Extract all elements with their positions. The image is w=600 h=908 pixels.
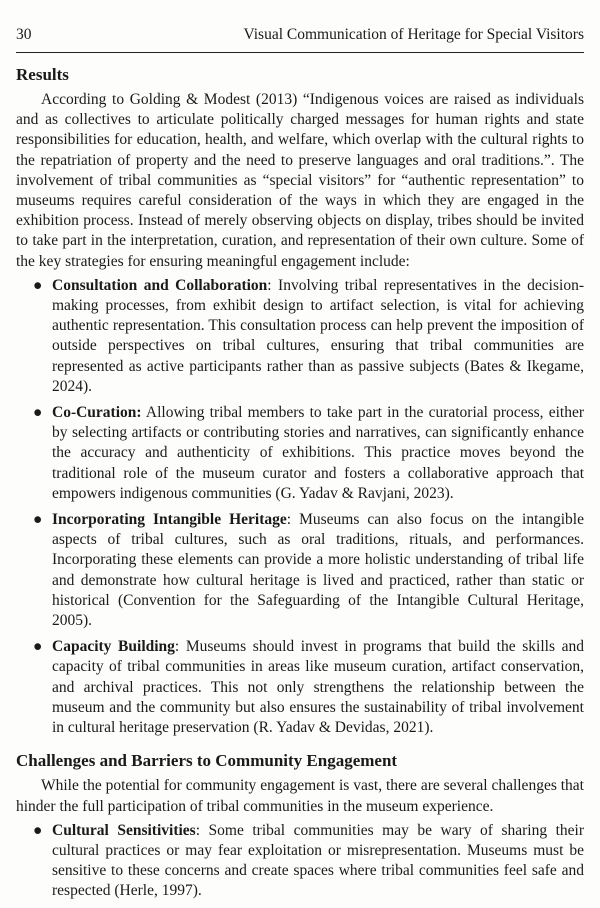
challenge-list: [16, 821, 584, 902]
bullet-term: Co-Curation:: [52, 404, 142, 422]
bullet-term: Consultation and Collaboration: [52, 276, 268, 294]
bullet-term: Cultural Sensitivities: [52, 821, 196, 839]
bullet-icon: ●: [33, 404, 43, 422]
bullet-icon: ●: [33, 638, 43, 656]
challenges-paragraph: While the potential for community engagement is vast, there are several challenges that hinder the full participation of tribal communities in the museum experience.: [16, 777, 584, 815]
list-item: [16, 510, 584, 631]
page-number: 30: [16, 26, 32, 43]
list-item: [16, 821, 584, 902]
list-item: [16, 403, 584, 504]
bullet-text: : Museums should invest in programs that build the skills and capacity of tribal communities in areas like museum curation, artifact conservation, and archival practices. This not only strengthens the relationship between the museum and the community but also ensures the sustainability of tribal involvement in cultural heritage preservation (R. Yadav & Devidas, 2021).: [52, 638, 585, 737]
running-title: Visual Communication of Heritage for Special Visitors: [243, 26, 584, 43]
running-header: [16, 26, 584, 44]
bullet-icon: ●: [33, 821, 43, 839]
page-content: [16, 64, 584, 908]
challenges-heading: Challenges and Barriers to Community Engagement: [16, 751, 398, 771]
bullet-text: : Some tribal communities may be wary of sharing their cultural practices or may fear exploitation or misrepresentation. Museums must be sensitive to these concerns and create spaces where tribal communities feel safe and respected (Herle, 1997).: [52, 821, 584, 900]
bullet-text: : Museums can also focus on the intangible aspects of tribal cultures, such as oral traditions, rituals, and performances. Incorporating these elements can provide a more holistic understanding of tribal life and demonstrate how cultural heritage is lived and practiced, rather than static or historical (Convention for the Safeguarding of the Intangible Cultural Heritage, 2005).: [52, 511, 584, 630]
results-heading: Results: [16, 65, 69, 84]
bullet-text: Allowing tribal members to take part in the curatorial process, either by selecting artifacts or contributing stories and narratives, can significantly enhance the accuracy and authenticity of exhibitions. This practice moves beyond the traditional role of the museum curator and fosters a collaborative approach that empowers indigenous communities (G. Yadav & Ravjani, 2023).: [52, 404, 584, 502]
results-paragraph: According to Golding & Modest (2013) “Indigenous voices are raised as individuals and as collectives to articulate politically charged messages for human rights and state responsibilities for education, health, and welfare, which overlap with the cultural rights to the repatriation of property and the need to preserve languages and oral traditions.”. The involvement of tribal communities as “special visitors” for “authentic representation” to museums requires careful consideration of the ways in which they are engaged in the exhibition process. Instead of merely observing objects on display, tribes should be invited to take part in the interpretation, curation, and representation of their own culture. Some of the key strategies for ensuring meaningful engagement include:: [16, 91, 584, 270]
bullet-term: Capacity Building: [52, 638, 175, 656]
bullet-term: Incorporating Intangible Heritage: [52, 511, 287, 529]
bullet-text: : Involving tribal representatives in the decision-making processes, from exhibit design to artifact selection, is vital for achieving authentic representation. This consultation process can help prevent the imposition of outside perspectives on tribal cultures, ensuring that tribal communities are represented as active participants rather than as passive subjects (Bates & Ikegame, 2024).: [52, 276, 584, 395]
bullet-icon: ●: [33, 511, 43, 529]
list-item: [16, 276, 584, 397]
strategy-list: [16, 276, 584, 738]
header-rule: [16, 52, 584, 53]
list-item: [16, 637, 584, 738]
bullet-icon: ●: [33, 276, 43, 294]
